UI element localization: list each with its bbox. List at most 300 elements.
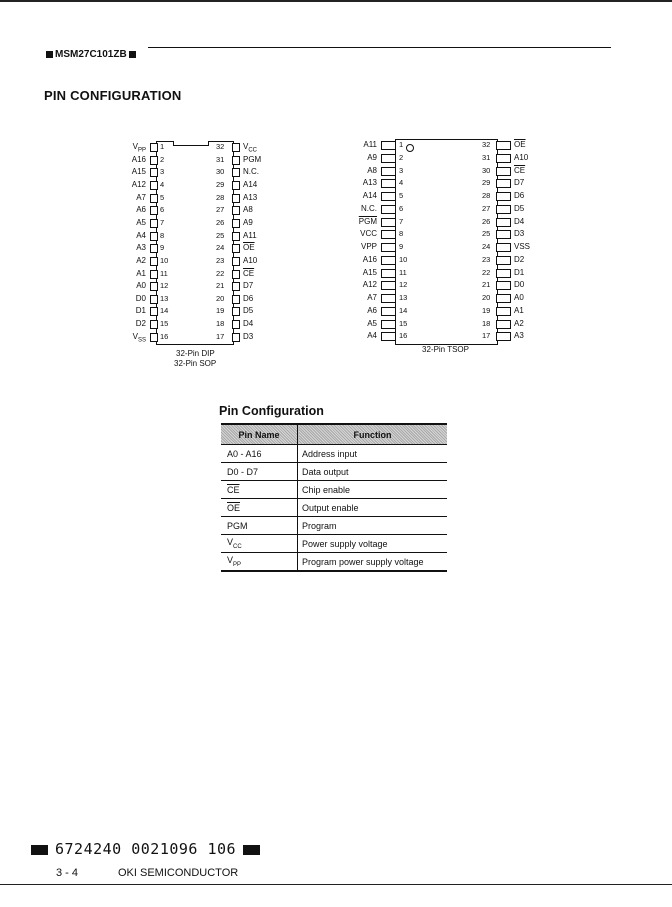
barcode-line (24, 840, 267, 858)
pin-label-text: D6 (243, 293, 254, 303)
pin-stub (232, 194, 240, 203)
pin-label-text: A6 (136, 205, 146, 215)
pin-stub (381, 167, 396, 176)
pin-label-text: V (227, 555, 234, 566)
pin-stub (150, 168, 158, 177)
pin-label-text: $\overline{OE}$ (227, 502, 241, 513)
pin-stub (496, 167, 511, 176)
pin-label (336, 319, 377, 328)
pin-label-text: PGM (243, 154, 262, 164)
pin-number: 29 (482, 178, 491, 188)
pin-stub (150, 333, 158, 342)
pin-number: 8 (160, 230, 165, 240)
pin-stub (232, 320, 240, 329)
pin-label (514, 217, 524, 226)
pin-label (514, 319, 524, 328)
barcode-text: 6724240 0021096 106 (55, 840, 237, 858)
page-number: 3 - 4 (56, 867, 79, 879)
pin-label-text: D1 (135, 306, 146, 316)
pin-label-text: D4 (243, 319, 254, 329)
pin-number: 22 (482, 267, 491, 277)
pin-number: 31 (216, 154, 225, 164)
header-rule (148, 47, 611, 48)
pin-stub (150, 320, 158, 329)
pin-stub (232, 333, 240, 342)
pin-label (336, 204, 377, 213)
sop-caption: 32-Pin SOP (174, 359, 217, 368)
pin-label (243, 243, 255, 252)
pin-label-text: D6 (514, 191, 525, 200)
pin-label-text: A6 (367, 305, 377, 315)
pin-number: 1 (160, 142, 165, 151)
pin-label-text: $\overline{OE}$ (243, 243, 255, 253)
pin-stub (496, 320, 511, 329)
pin-label (336, 306, 377, 315)
pin-stub (496, 205, 511, 214)
pin-stub (496, 141, 511, 150)
pin-number: 21 (482, 280, 491, 290)
pin-label (243, 306, 253, 315)
pin-label-text: V (132, 331, 138, 341)
pin-label (514, 293, 524, 302)
pin-label (104, 281, 146, 290)
pin-number: 24 (482, 242, 491, 251)
pin-label (336, 255, 377, 264)
pin-label (243, 167, 259, 176)
table-row (221, 463, 447, 481)
pin-label (336, 293, 377, 302)
pin-label (243, 218, 253, 227)
pin-stub (232, 232, 240, 241)
pin-number: 17 (216, 331, 225, 341)
pin-label-text: D5 (243, 306, 254, 316)
pin-number: 4 (399, 178, 404, 188)
pin-stub (150, 219, 158, 228)
pin-label-text: A1 (514, 305, 524, 315)
top-border-line (0, 0, 672, 2)
pin-label-text: A0 (136, 281, 146, 291)
pin-label (243, 155, 261, 164)
square-bullet-icon (46, 51, 53, 58)
pin-stub (232, 257, 240, 266)
pin-number: 6 (399, 203, 404, 213)
pin-label (336, 268, 377, 277)
pin-number: 7 (399, 216, 404, 226)
pin-label-text: A12 (362, 280, 377, 290)
pin-label (104, 269, 146, 278)
pin-label-text: A8 (367, 165, 377, 175)
pin-number: 28 (482, 191, 491, 200)
pin-stub (381, 332, 396, 341)
pin-label (514, 191, 524, 200)
pin-label (514, 153, 528, 162)
pin-number: 3 (160, 167, 165, 177)
pin-label-text: A14 (243, 179, 258, 189)
pin-number: 13 (160, 293, 169, 303)
pin-number: 15 (160, 319, 169, 329)
pin-label (514, 255, 524, 264)
pin-label-text: D3 (243, 331, 254, 341)
pin-stub (232, 181, 240, 190)
pin-label (336, 153, 377, 162)
pin-label (336, 140, 377, 149)
pin-stub (381, 307, 396, 316)
pin-name-cell (221, 499, 298, 517)
function-cell: Data output (298, 463, 448, 481)
pin-number: 24 (216, 243, 225, 253)
pin-label-text: A16 (131, 154, 146, 164)
company-name: OKI SEMICONDUCTOR (118, 867, 239, 879)
pin-stub (232, 206, 240, 215)
pin-number: 7 (160, 217, 165, 227)
square-bullet-icon (129, 51, 136, 58)
pin-label-text: D2 (514, 254, 525, 264)
pin-name-cell (221, 535, 298, 553)
pin-number: 31 (482, 152, 491, 162)
pin-label-text: A5 (367, 318, 377, 328)
pin-number: 29 (216, 179, 225, 189)
pin-label-text: A0 - A16 (227, 448, 262, 459)
pin-label (104, 243, 146, 252)
pin-label-text: D0 (514, 280, 525, 290)
pin-stub (232, 143, 240, 152)
pin-label-text: V (227, 537, 234, 548)
pin-label (104, 142, 146, 156)
pin-label-text: A10 (514, 152, 529, 162)
pin-label-text: A13 (362, 178, 377, 188)
pin-stub (150, 206, 158, 215)
pin-stub (496, 269, 511, 278)
pin-stub (232, 295, 240, 304)
pin-number: 23 (482, 254, 491, 264)
pin-number: 6 (160, 205, 165, 215)
pin-stub (496, 154, 511, 163)
pin-stub (496, 294, 511, 303)
pin-number: 5 (399, 191, 404, 200)
pin-number: 16 (160, 331, 169, 341)
pin-stub (381, 230, 396, 239)
pin-label-text: $\overline{CE}$ (514, 165, 526, 175)
pin-label (514, 268, 524, 277)
dip-caption: 32-Pin DIP (176, 349, 215, 358)
pin-stub (381, 179, 396, 188)
pin-label (243, 332, 253, 341)
pin-stub (496, 332, 511, 341)
pin-number: 32 (216, 142, 225, 151)
pin-label-text: A3 (514, 331, 524, 341)
pin-number: 12 (160, 281, 169, 291)
pin-label-text: A9 (243, 217, 253, 227)
pin-stub (381, 294, 396, 303)
pin-label (336, 217, 377, 226)
pin-label-text: A9 (367, 152, 377, 162)
pin-stub (496, 179, 511, 188)
pin-stub (232, 168, 240, 177)
pin-label-text: A7 (367, 293, 377, 302)
pin-label-text: A1 (136, 268, 146, 278)
function-cell: Power supply voltage (298, 535, 448, 553)
pin-label-text: A4 (367, 331, 377, 341)
pin-label (104, 231, 146, 240)
pin-label-text: N.C. (361, 203, 377, 213)
pin-stub (232, 307, 240, 316)
pin-number: 4 (160, 179, 165, 189)
function-cell: Address input (298, 445, 448, 463)
pin-stub (381, 154, 396, 163)
pin-label (514, 331, 524, 340)
table-row (221, 499, 447, 517)
pin-label-text: D2 (135, 319, 146, 329)
pin-number: 32 (482, 140, 491, 149)
pin-number: 2 (160, 154, 165, 164)
pin-label-text: VPP (360, 242, 377, 251)
pin-label-text: A3 (136, 243, 146, 253)
pin-number: 2 (399, 152, 404, 162)
pin-number: 23 (216, 255, 225, 265)
pin-label-text: A15 (131, 167, 146, 177)
pin-stub (381, 192, 396, 201)
pin-number: 1 (399, 140, 404, 149)
pin-label-text: A12 (131, 179, 146, 189)
pin-label (336, 280, 377, 289)
pin-name-cell (221, 445, 298, 463)
pin-stub (381, 256, 396, 265)
pin-stub (150, 232, 158, 241)
pin-stub (381, 243, 396, 252)
pin-label-text: VCC (360, 229, 377, 239)
pin-stub (150, 156, 158, 165)
pin-label-text: A14 (362, 191, 377, 200)
pin-label-text: A11 (243, 230, 257, 240)
pin-label-text: $\overline{CE}$ (243, 268, 255, 278)
pin-label (514, 306, 524, 315)
pin-name-cell (221, 481, 298, 499)
pin-label-text: A5 (136, 217, 146, 227)
pin-table-title: Pin Configuration (219, 404, 324, 418)
column-header: Function (298, 424, 448, 445)
function-cell: Output enable (298, 499, 448, 517)
pin-stub (381, 281, 396, 290)
pin-number: 25 (216, 230, 225, 240)
part-number: MSM27C101ZB (55, 49, 127, 60)
pin-stub (496, 307, 511, 316)
pin-label (104, 256, 146, 265)
pin-label (104, 218, 146, 227)
pin-number: 26 (482, 216, 491, 226)
pin-label (514, 204, 524, 213)
pin-label-text: A11 (363, 140, 377, 149)
pin-label-text: A0 (514, 293, 524, 302)
pin-label-text: A15 (362, 267, 377, 277)
pin-label (514, 242, 530, 251)
pin-name-cell (221, 553, 298, 572)
pin-number: 10 (399, 254, 408, 264)
pin-label-text: D5 (514, 203, 525, 213)
pin-label-text: D1 (514, 267, 525, 277)
pin-label-text: $\overline{PGM}$ (358, 216, 377, 226)
function-cell: Chip enable (298, 481, 448, 499)
pin-stub (381, 205, 396, 214)
pin-number: 19 (482, 305, 491, 315)
pin-stub (150, 307, 158, 316)
pin-label-text: $\overline{CE}$ (227, 484, 240, 495)
tsop-caption: 32-Pin TSOP (422, 345, 469, 354)
pin-label-text: A10 (243, 255, 258, 265)
pin-label (104, 319, 146, 328)
pin-label (514, 229, 524, 238)
pin-number: 22 (216, 268, 225, 278)
pin-stub (150, 194, 158, 203)
pin-label (336, 331, 377, 340)
pin-label (243, 231, 257, 240)
pin-stub (381, 218, 396, 227)
pin-label-text: A13 (243, 192, 258, 202)
pin-label (336, 191, 377, 200)
pin-number: 19 (216, 306, 225, 316)
pin-label (243, 256, 257, 265)
pin-label (514, 166, 525, 175)
pin-label-text: D3 (514, 229, 525, 239)
pin-label (243, 193, 257, 202)
table-row (221, 553, 447, 572)
table-row (221, 481, 447, 499)
pin-label-text: D7 (514, 178, 525, 188)
pin-number: 11 (399, 267, 407, 277)
pin-label-text: D4 (514, 216, 525, 226)
pin-name-cell (221, 517, 298, 535)
pin-stub (381, 141, 396, 150)
pin-number: 16 (399, 331, 408, 341)
pin-label-text: A4 (136, 230, 146, 240)
pin-number: 18 (216, 319, 225, 329)
pin-label-text: V (132, 142, 138, 151)
pin-number: 12 (399, 280, 408, 290)
bottom-border-line (0, 884, 672, 885)
pin-number: 25 (482, 229, 491, 239)
pin-label-subscript: CC (248, 147, 258, 154)
table-row (221, 517, 447, 535)
pin-label (243, 269, 254, 278)
pin-stub (496, 218, 511, 227)
pin-label-text: A8 (243, 205, 253, 215)
pin-number: 5 (160, 192, 165, 202)
table-row (221, 535, 447, 553)
column-header: Pin Name (221, 424, 298, 445)
pin-label (243, 142, 257, 156)
pin-number: 28 (216, 192, 225, 202)
pin-number: 26 (216, 217, 225, 227)
pin-number: 8 (399, 229, 404, 239)
pin-label-text: D0 - D7 (227, 466, 259, 477)
pin-label-text: A7 (136, 192, 146, 202)
pin-stub (232, 244, 240, 253)
pin-number: 11 (160, 268, 168, 278)
pin-label-text: N.C. (243, 167, 259, 177)
pin-label (514, 140, 526, 149)
pin-label (104, 193, 146, 202)
pin-number: 13 (399, 293, 408, 302)
pin-label (104, 294, 146, 303)
pin-number: 27 (482, 203, 491, 213)
pin-label-text: D0 (135, 293, 146, 303)
pin-stub (496, 243, 511, 252)
pin-stub (232, 270, 240, 279)
pin-number: 30 (216, 167, 225, 177)
pin-number: 15 (399, 318, 408, 328)
pin-label (336, 242, 377, 251)
pin1-marker-icon (406, 144, 414, 152)
section-title: PIN CONFIGURATION (44, 88, 182, 103)
pin-label (514, 178, 524, 187)
pin-number: 20 (482, 293, 491, 302)
pin-label-text: $\overline{OE}$ (514, 140, 526, 149)
pin-stub (150, 143, 158, 152)
function-cell: Program (298, 517, 448, 535)
barcode-mark-icon (243, 845, 260, 855)
pin-label-subscript: SS (137, 337, 146, 344)
pin-label (243, 294, 253, 303)
barcode-mark-icon (31, 845, 48, 855)
pin-label (336, 166, 377, 175)
pin-number: 21 (216, 281, 225, 291)
pin-stub (381, 320, 396, 329)
pin-stub (150, 181, 158, 190)
pin-stub (150, 282, 158, 291)
pin-label (243, 180, 257, 189)
pin-label (104, 332, 146, 346)
pin-number: 18 (482, 318, 491, 328)
pin-label-text: A2 (136, 255, 146, 265)
pin-number: 9 (160, 243, 165, 253)
pin-name-cell (221, 463, 298, 481)
pin-stub (232, 219, 240, 228)
function-cell: Program power supply voltage (298, 553, 448, 572)
pin-label-text: PGM (227, 520, 248, 531)
pin-label (243, 205, 253, 214)
pin-number: 9 (399, 242, 404, 251)
pin-stub (150, 270, 158, 279)
pin-number: 14 (160, 306, 169, 316)
pin-stub (381, 269, 396, 278)
pin-label-text: VSS (514, 242, 531, 251)
pin-label-subscript: PP (137, 147, 146, 154)
pin-number: 14 (399, 305, 408, 315)
pin-label-subscript: CC (233, 543, 242, 550)
pin-label-text: D7 (243, 281, 254, 291)
pin-function-table (221, 423, 447, 572)
pin-number: 27 (216, 205, 225, 215)
pin-number: 3 (399, 165, 404, 175)
pin-label (104, 155, 146, 164)
pin-stub (496, 256, 511, 265)
pin-label (104, 167, 146, 176)
pin-label-text: V (243, 142, 249, 151)
pin-label-text: A16 (362, 254, 377, 264)
pin-number: 30 (482, 165, 491, 175)
pin-label-subscript: PP (233, 561, 242, 568)
pin-label (336, 178, 377, 187)
pin-number: 20 (216, 293, 225, 303)
pin-stub (150, 257, 158, 266)
pin-label (514, 280, 524, 289)
pin-stub (232, 156, 240, 165)
pin-stub (232, 282, 240, 291)
table-header-row (221, 424, 447, 445)
pin-label (243, 281, 253, 290)
pin-stub (496, 192, 511, 201)
package-notch (173, 141, 209, 146)
pin-stub (150, 244, 158, 253)
